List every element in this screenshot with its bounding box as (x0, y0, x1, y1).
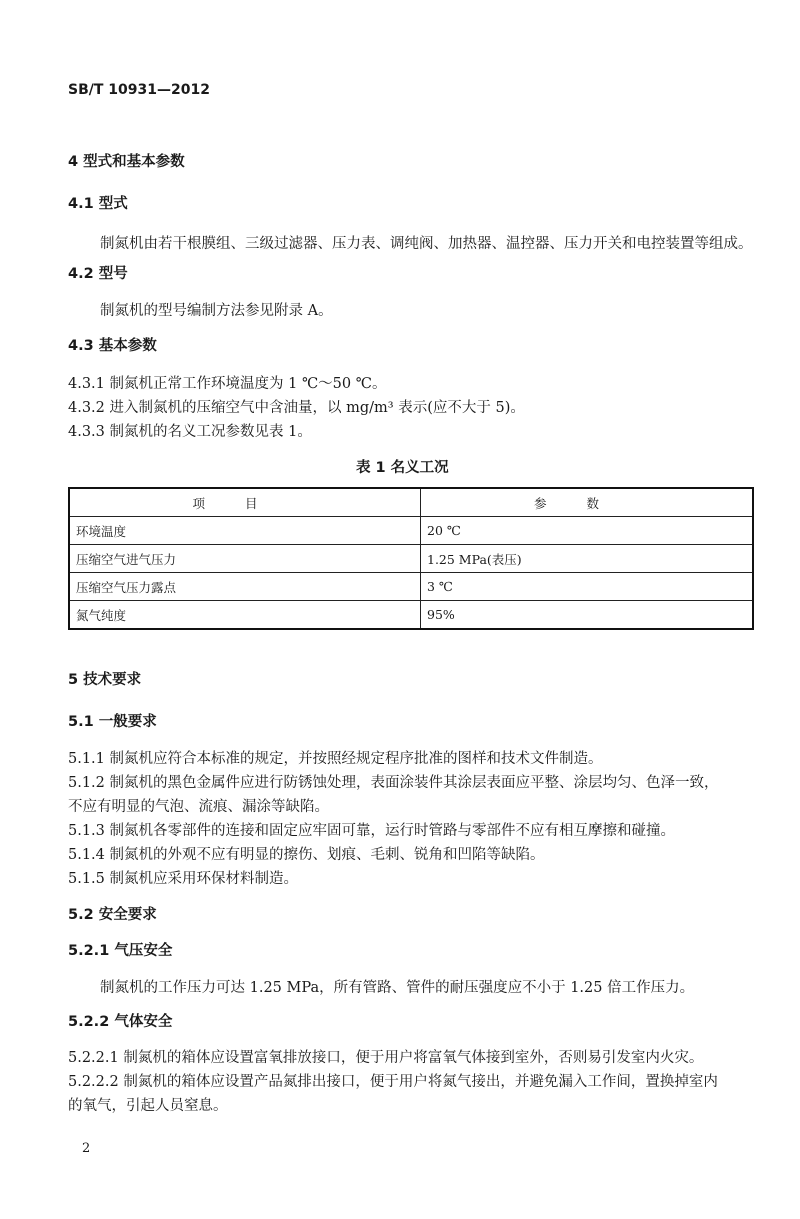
clause-5-1-3: 5.1.3 制氮机各零部件的连接和固定应牢固可靠，运行时管路与零部件不应有相互摩擦和碰撞。 (68, 823, 675, 839)
section-4-2-heading: 4.2 型号 (68, 266, 128, 282)
clause-5-1-1: 5.1.1 制氮机应符合本标准的规定，并按照经规定程序批准的图样和技术文件制造。 (68, 751, 603, 767)
section-5-2-1-heading: 5.2.1 气压安全 (68, 943, 173, 959)
clause-5-2-2-2-line2: 的氧气，引起人员窒息。 (68, 1098, 228, 1114)
clause-5-1-2-line1: 5.1.2 制氮机的黑色金属件应进行防锈蚀处理，表面涂装件其涂层表面应平整、涂层均匀、色泽一致， (68, 775, 719, 791)
clause-4-3-3: 4.3.3 制氮机的名义工况参数见表 1。 (68, 424, 312, 440)
table-row (69, 545, 753, 573)
section-4-2-text: 制氮机的型号编制方法参见附录 A。 (100, 303, 333, 319)
clause-5-1-4: 5.1.4 制氮机的外观不应有明显的擦伤、划痕、毛刺、锐角和凹陷等缺陷。 (68, 847, 545, 863)
column-header-parameter: 参数 (421, 488, 754, 517)
cell-value: 1.25 MPa(表压) (421, 545, 754, 573)
clause-5-1-2-line2: 不应有明显的气泡、流痕、漏涂等缺陷。 (68, 799, 329, 815)
section-4-1-text: 制氮机由若干根膜组、三级过滤器、压力表、调纯阀、加热器、温控器、压力开关和电控装置等组成。 (100, 236, 753, 252)
clause-5-2-2-2-line1: 5.2.2.2 制氮机的箱体应设置产品氮排出接口，便于用户将氮气接出，并避免漏入工作间，置换掉室内 (68, 1074, 718, 1090)
clause-5-1-5: 5.1.5 制氮机应采用环保材料制造。 (68, 871, 299, 887)
table-header-row (69, 488, 753, 517)
table-row (69, 601, 753, 630)
table-row (69, 517, 753, 545)
section-5-2-heading: 5.2 安全要求 (68, 907, 157, 923)
cell-item: 压缩空气压力露点 (69, 573, 421, 601)
section-5-2-2-heading: 5.2.2 气体安全 (68, 1014, 173, 1030)
page-number: 2 (82, 1141, 91, 1156)
section-4-3-heading: 4.3 基本参数 (68, 338, 157, 354)
standard-code: SB/T 10931—2012 (68, 82, 210, 98)
clause-5-2-2-1: 5.2.2.1 制氮机的箱体应设置富氧排放接口，便于用户将富氧气体接到室外，否则易引发室内火灾。 (68, 1050, 704, 1066)
section-5-1-heading: 5.1 一般要求 (68, 714, 157, 730)
cell-value: 3 ℃ (421, 573, 754, 601)
cell-item: 压缩空气进气压力 (69, 545, 421, 573)
cell-value: 95% (421, 601, 754, 630)
cell-value: 20 ℃ (421, 517, 754, 545)
clause-5-2-1-text: 制氮机的工作压力可达 1.25 MPa，所有管路、管件的耐压强度应不小于 1.25 倍工作压力。 (100, 980, 695, 996)
cell-item: 环境温度 (69, 517, 421, 545)
section-4-heading: 4 型式和基本参数 (68, 154, 185, 170)
cell-item: 氮气纯度 (69, 601, 421, 630)
column-header-item: 项目 (69, 488, 421, 517)
table-row (69, 573, 753, 601)
section-5-heading: 5 技术要求 (68, 672, 142, 688)
table-1 (68, 487, 754, 630)
clause-4-3-1: 4.3.1 制氮机正常工作环境温度为 1 ℃～50 ℃。 (68, 376, 387, 392)
clause-4-3-2: 4.3.2 进入制氮机的压缩空气中含油量，以 mg/m³ 表示(应不大于 5)。 (68, 400, 525, 416)
table-1-caption: 表 1 名义工况 (356, 460, 449, 476)
section-4-1-heading: 4.1 型式 (68, 196, 128, 212)
